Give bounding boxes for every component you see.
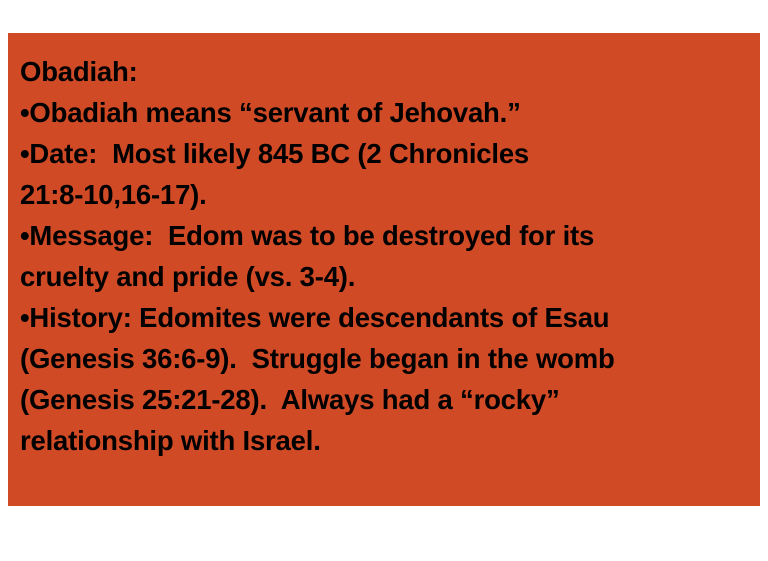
bullet-line-7: (Genesis 36:6-9). Struggle began in the womb [20, 343, 615, 374]
bullet-line-8: (Genesis 25:21-28). Always had a “rocky” [20, 384, 560, 415]
bullet-line-9: relationship with Israel. [20, 425, 321, 456]
bullet-line-2: •Date: Most likely 845 BC (2 Chronicles [20, 138, 530, 169]
bullet-line-1: •Obadiah means “servant of Jehovah.” [20, 97, 521, 128]
slide-title: Obadiah: [20, 56, 138, 87]
slide-body [8, 33, 760, 506]
bullet-line-4: •Message: Edom was to be destroyed for its [20, 220, 595, 251]
bullet-line-6: •History: Edomites were descendants of Esau [20, 302, 610, 333]
slide-text-block [20, 51, 746, 461]
bullet-line-3: 21:8-10,16-17). [20, 179, 207, 210]
bullet-line-5: cruelty and pride (vs. 3-4). [20, 261, 356, 292]
